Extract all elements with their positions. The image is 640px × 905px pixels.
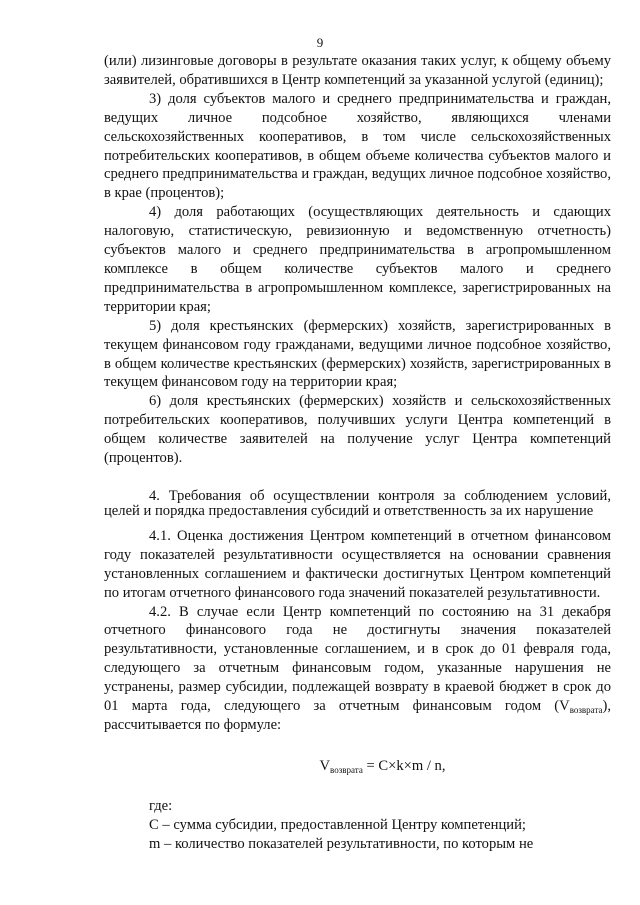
where-label: где: xyxy=(149,797,173,814)
list-item-6: 6) доля крестьянских (фермерских) хозяйств и сельскохозяйственных потребительских кооперативов, получивших услуги Центра компетенций в общем количестве заявителей на получение услуг Центра компетенций (процентов). xyxy=(104,393,611,467)
paragraph-continuation: (или) лизинговые договоры в результате оказания таких услуг, к общему объему заявителей, обратившихся в Центр компетенций за указанной услугой (единиц); xyxy=(104,53,611,88)
section-heading: 4. Требования об осуществлении контроля за соблюдением условий, целей и порядка предоставления субсидий и ответственность за их нарушение xyxy=(104,487,611,520)
list-item-4: 4) доля работающих (осуществляющих деятельность и сдающих налоговую, статистическую, ревизионную и ведомственную отчетность) субъектов малого и среднего предпринимательства в агропромышленном комплексе в общем количестве субъектов малого и среднего предпринимательства в агропромышленном комплексе, зарегистрированных на территории края; xyxy=(104,204,611,315)
paragraph-4-2 xyxy=(104,603,611,735)
formula-v: V xyxy=(319,757,331,774)
formula-expression: = C×k×m / n, xyxy=(362,757,446,774)
document-body xyxy=(104,52,611,854)
subscript-vozvrata: возврата xyxy=(569,705,603,716)
paragraph-4-2-tail: ), рассчитывается по формуле: xyxy=(104,698,611,733)
paragraph-4-1: 4.1. Оценка достижения Центром компетенций в отчетном финансовом году показателей результативности осуществляется на основании сравнения установленных соглашением и фактически достигнутых Центром компетенций по итогам отчетного финансового года значений показателей результативности. xyxy=(104,527,611,601)
page-number: 9 xyxy=(316,35,324,50)
formula xyxy=(104,757,611,776)
list-item-3: 3) доля субъектов малого и среднего предпринимательства и граждан, ведущих личное подсобное хозяйство, являющихся членами сельскохозяйственных кооперативов, в том числе сельскохозяйственных потребительских кооперативов, в общем объеме количества субъектов малого и среднего предпринимательства и граждан, ведущих личное подсобное хозяйство, в крае (процентов); xyxy=(104,90,611,202)
list-item-5: 5) доля крестьянских (фермерских) хозяйств, зарегистрированных в текущем финансовом году гражданами, ведущими личное подсобное хозяйство, в общем количестве крестьянских (фермерских) хозяйств, зарегистрированных в текущем финансовом году на территории края; xyxy=(104,317,611,391)
formula-subscript: возврата xyxy=(330,764,363,775)
definition-c: C – сумма субсидии, предоставленной Центру компетенций; xyxy=(149,816,526,833)
paragraph-4-2-text: 4.2. В случае если Центр компетенций по состоянию на 31 декабря отчетного финансового года не достигнуты значения показателей результативности, установленные соглашением, и в срок до 01 февраля года, следующего за отчетным финансовым годом, указанные нарушения не устранены, размер субсидии, подлежащей возврату в краевой бюджет в срок до 01 марта года, следующего за отчетным финансовым годом (V xyxy=(104,603,611,715)
definition-m: m – количество показателей результативности, по которым не xyxy=(149,835,534,852)
